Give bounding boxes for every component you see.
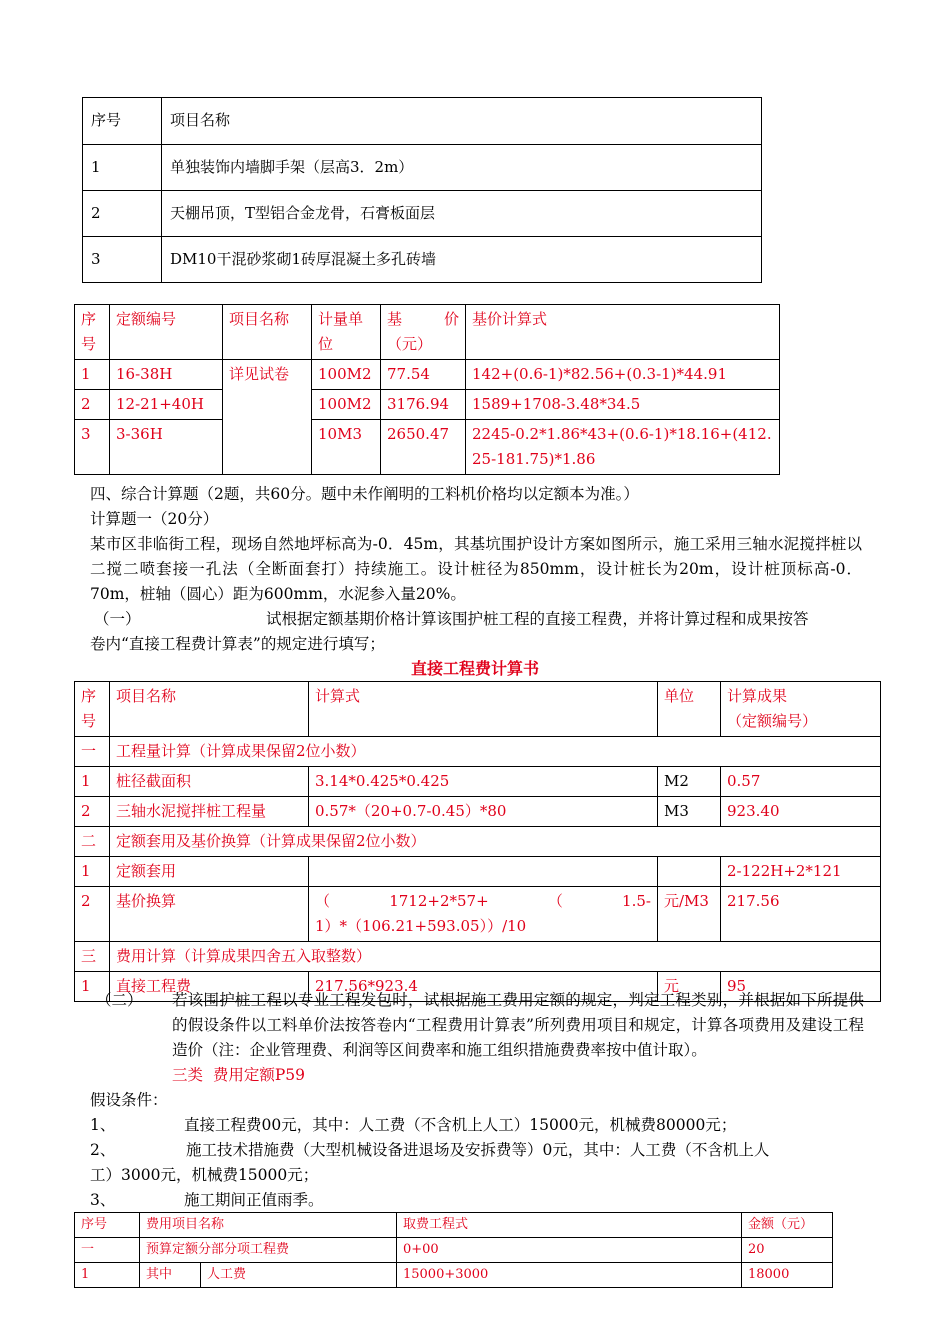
sub-question-text: 试根据定额基期价格计算该围护桩工程的直接工程费，并将计算过程和成果按答 — [266, 610, 809, 628]
table-row — [83, 145, 762, 191]
table-cell: 2650.47 — [381, 420, 466, 475]
table-cell: 二 — [75, 827, 110, 857]
section-row — [75, 942, 881, 972]
table-cell: 20 — [741, 1238, 832, 1263]
table-row — [75, 797, 881, 827]
part2-label: （二） — [96, 991, 143, 1009]
table-cell: 16-38H — [110, 360, 223, 390]
assumption-text: 直接工程费00元，其中：人工费（不含机上人工）15000元，机械费80000元； — [184, 1116, 737, 1134]
table-cell: 3-36H — [110, 420, 223, 475]
formula-part: （ — [547, 892, 563, 910]
header-cell: 费用项目名称 — [140, 1213, 397, 1238]
formula-line-1 — [315, 889, 651, 914]
header-cell — [381, 305, 466, 360]
table-cell: 77.54 — [381, 360, 466, 390]
table-cell: 0.57*（20+0.7-0.45）*80 — [309, 797, 658, 827]
table-row — [75, 1263, 833, 1288]
header-cell: 计量单位 — [312, 305, 381, 360]
header-cell: 计算式 — [309, 682, 658, 737]
table-cell: 3 — [75, 420, 110, 475]
assumption-no: 3、 — [90, 1191, 116, 1209]
assumption-2-line2: 工）3000元，机械费15000元； — [90, 1166, 319, 1184]
table-cell: 1 — [75, 1263, 140, 1288]
quota-table — [74, 304, 780, 475]
calc-book-title: 直接工程费计算书 — [410, 659, 539, 678]
formula-line-2: 1）*（106.21+593.05））/10 — [315, 917, 527, 935]
table-cell: 三轴水泥搅拌桩工程量 — [110, 797, 309, 827]
table-cell: 3 — [83, 237, 162, 283]
table-cell: 1 — [75, 360, 110, 390]
assumption-no: 1、 — [90, 1116, 116, 1134]
header-cell: 项目名称 — [162, 98, 762, 145]
section-row — [75, 737, 881, 767]
table-cell: 元 — [658, 972, 721, 1002]
table-cell: 18000 — [741, 1263, 832, 1288]
table-cell: 1 — [75, 972, 110, 1002]
table-cell: 217.56 — [721, 887, 881, 942]
table-cell: 直接工程费 — [110, 972, 309, 1002]
table-cell: 15000+3000 — [396, 1263, 741, 1288]
table-cell: 一 — [75, 1238, 140, 1263]
table-cell: 0+00 — [396, 1238, 741, 1263]
header-price-a: 基 — [387, 310, 403, 328]
table-cell: 2-122H+2*121 — [721, 857, 881, 887]
header-cell: 定额编号 — [110, 305, 223, 360]
question-body: 某市区非临街工程，现场自然地坪标高为-0．45m，其基坑围护设计方案如图所示，施工采用三轴水泥搅拌桩以二搅二喷套接一孔法（全断面套打）持续施工。设计桩径为850mm，设计桩长为20m，设计桩顶标高-0．70m，桩轴（圆心）距为600mm，水泥参入量20%。 — [90, 535, 862, 603]
table-cell: 10M3 — [312, 420, 381, 475]
table-cell: 工程量计算（计算成果保留2位小数） — [110, 737, 881, 767]
table-cell: 一 — [75, 737, 110, 767]
table-cell: 100M2 — [312, 360, 381, 390]
table-cell: 三 — [75, 942, 110, 972]
assumption-text: 施工技术措施费（大型机械设备进退场及安拆费等）0元，其中：人工费（不含机上人 — [186, 1141, 770, 1159]
header-price-b: 价 — [443, 310, 459, 328]
header-no: 序号 — [81, 310, 97, 353]
table-row — [75, 1238, 833, 1263]
assumption-1 — [90, 1113, 862, 1138]
table-cell — [309, 887, 658, 942]
table-cell: 95 — [721, 972, 881, 1002]
table-header-row — [75, 305, 780, 360]
table-row — [75, 360, 780, 390]
table-cell: 1 — [83, 145, 162, 191]
formula-part: 1712+2*57+ — [389, 892, 489, 910]
header-cell: 序号 — [83, 98, 162, 145]
section-heading: 四、综合计算题（2题，共60分。题中未作阐明的工料机价格均以定额本为准。） — [90, 485, 639, 503]
header-cell: 取费工程式 — [396, 1213, 741, 1238]
table-cell: 3.14*0.425*0.425 — [309, 767, 658, 797]
table-header-row — [83, 98, 762, 145]
part2-red-note: 三类 费用定额P59 — [172, 1066, 306, 1084]
table-cell: 2 — [75, 797, 110, 827]
table-cell: 桩径截面积 — [110, 767, 309, 797]
header-cell: 基价计算式 — [466, 305, 780, 360]
table-header-row — [75, 1213, 833, 1238]
header-cell: 单位 — [658, 682, 721, 737]
table-row — [75, 767, 881, 797]
table-cell: M3 — [658, 797, 721, 827]
question-title: 计算题一（20分） — [90, 510, 219, 528]
table-cell: 人工费 — [201, 1263, 397, 1288]
assumption-title: 假设条件： — [90, 1091, 168, 1109]
table-row — [75, 857, 881, 887]
assumption-2 — [90, 1138, 862, 1163]
table-cell: 1 — [75, 857, 110, 887]
header-cell: 序号 — [75, 1213, 140, 1238]
table-row — [83, 237, 762, 283]
direct-cost-table — [74, 681, 881, 1002]
header-price-c: （元） — [387, 335, 433, 353]
table-cell: 2 — [75, 887, 110, 942]
table-cell: 12-21+40H — [110, 390, 223, 420]
fee-table — [74, 1212, 833, 1288]
merged-name-cell: 详见试卷 — [223, 360, 312, 475]
table-cell: 单独装饰内墙脚手架（层高3．2m） — [162, 145, 762, 191]
table-cell: 100M2 — [312, 390, 381, 420]
formula-part: 1.5- — [622, 892, 651, 910]
sub-question-label: （一） — [94, 610, 141, 628]
project-table — [82, 97, 762, 283]
table-row — [75, 887, 881, 942]
header-cell — [75, 305, 110, 360]
header-cell: 序号 — [75, 682, 110, 737]
table-cell: 定额套用 — [110, 857, 309, 887]
assumption-no: 2、 — [90, 1141, 116, 1159]
table-row — [75, 390, 780, 420]
table-cell: 预算定额分部分项工程费 — [140, 1238, 397, 1263]
assumption-3 — [90, 1188, 862, 1213]
table-cell: 基价换算 — [110, 887, 309, 942]
header-cell — [721, 682, 881, 737]
header-cell: 项目名称 — [110, 682, 309, 737]
table-cell: 2 — [83, 191, 162, 237]
table-cell: 元/M3 — [658, 887, 721, 942]
table-row — [75, 420, 780, 475]
table-cell: 923.40 — [721, 797, 881, 827]
table-cell: 217.56*923.4 — [309, 972, 658, 1002]
header-cell: 项目名称 — [223, 305, 312, 360]
table-header-row — [75, 682, 881, 737]
assumption-text: 施工期间正值雨季。 — [184, 1191, 324, 1209]
table-cell — [658, 857, 721, 887]
sub-question-text-line2: 卷内“直接工程费计算表”的规定进行填写； — [90, 635, 385, 653]
table-cell: 2245-0.2*1.86*43+(0.6-1)*18.16+(412.25-181.75)*1.86 — [466, 420, 780, 475]
sub-question-1 — [90, 607, 862, 632]
part2-text: 若该围护桩工程以专业工程发包时，试根据施工费用定额的规定，判定工程类别，并根据如下所提供的假设条件以工料单价法按答卷内“工程费用计算表”所列费用项目和规定，计算各项费用及建设工程造价（注：企业管理费、利润等区间费率和施工组织措施费费率按中值计取）。 — [172, 991, 864, 1059]
table-cell: 费用计算（计算成果四舍五入取整数） — [110, 942, 881, 972]
table-cell: 定额套用及基价换算（计算成果保留2位小数） — [110, 827, 881, 857]
table-cell — [309, 857, 658, 887]
header-cell: 金额（元） — [741, 1213, 832, 1238]
table-cell: 1 — [75, 767, 110, 797]
table-cell: 1589+1708-3.48*34.5 — [466, 390, 780, 420]
table-cell: M2 — [658, 767, 721, 797]
table-cell: 2 — [75, 390, 110, 420]
table-row — [83, 191, 762, 237]
table-cell: 其中 — [140, 1263, 201, 1288]
header-result-b: （定额编号） — [727, 712, 818, 730]
header-result-a: 计算成果 — [727, 687, 788, 705]
table-cell: 天棚吊顶，T型铝合金龙骨，石膏板面层 — [162, 191, 762, 237]
formula-part: （ — [315, 892, 331, 910]
table-cell: 142+(0.6-1)*82.56+(0.3-1)*44.91 — [466, 360, 780, 390]
table-cell: DM10干混砂浆砌1砖厚混凝土多孔砖墙 — [162, 237, 762, 283]
table-cell: 3176.94 — [381, 390, 466, 420]
table-cell: 0.57 — [721, 767, 881, 797]
section-row — [75, 827, 881, 857]
